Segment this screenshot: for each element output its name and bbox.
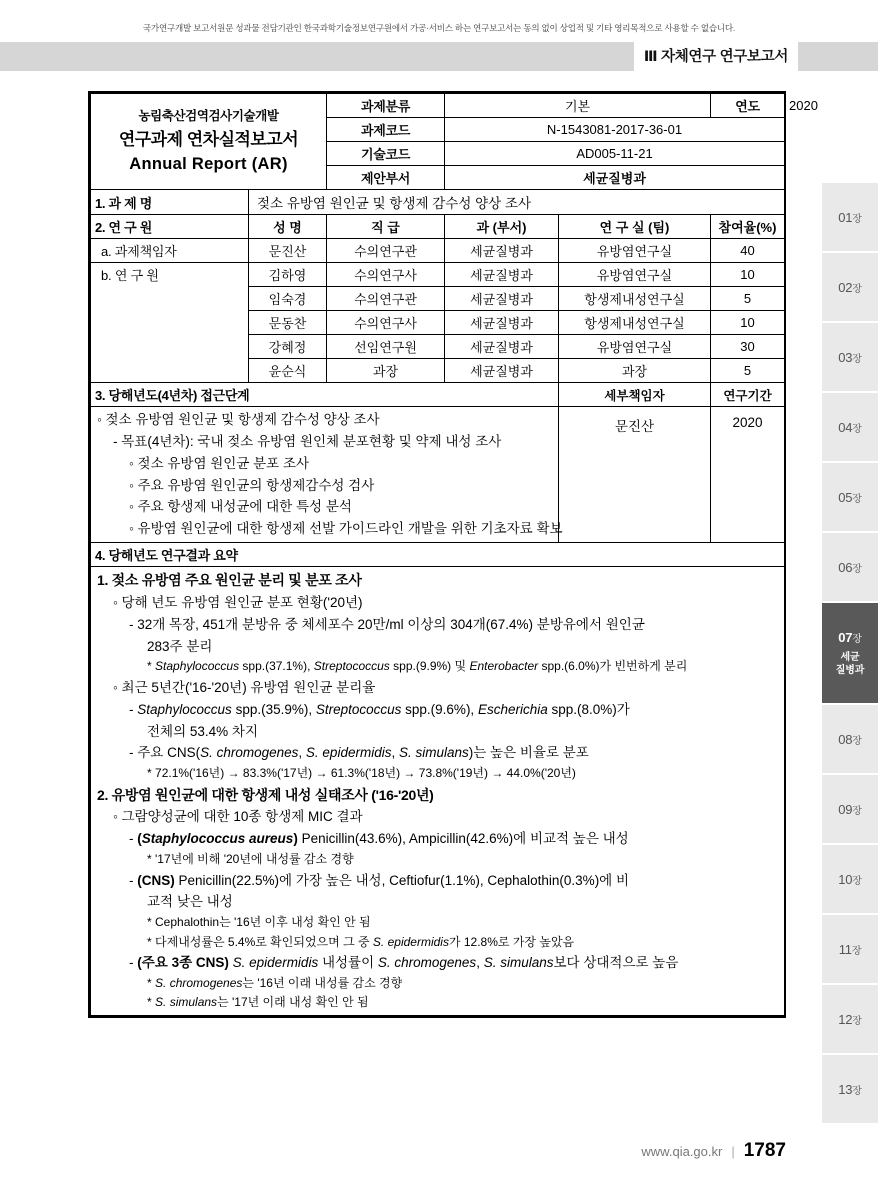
researcher-name: 강혜정 [249, 335, 327, 359]
chapter-tab-number: 04장 [838, 419, 862, 435]
chapter-tab-09[interactable] [822, 775, 878, 843]
chapter-tab-02[interactable] [822, 253, 878, 321]
footer-separator: | [731, 1144, 735, 1159]
researcher-lab: 유방염연구실 [559, 335, 711, 359]
chapter-tab-number: 05장 [838, 489, 862, 505]
researcher-name: 문진산 [249, 239, 327, 263]
researcher-lab: 유방염연구실 [559, 239, 711, 263]
content-line: - 32개 목장, 451개 분방유 중 체세포수 20만/ml 이상의 304개(67.4%) 분방유에서 원인균 [129, 616, 645, 632]
report-title-cell [91, 94, 327, 190]
copyright-notice: 국가연구개발 보고서원문 성과물 전담기관인 한국과학기술정보연구원에서 가공·서비스 하는 연구보고서는 동의 없이 상업적 및 기타 영리목적으로 사용할 수 없습니다. [142, 23, 736, 33]
content-line: - Staphylococcus spp.(35.9%), Streptococcus spp.(9.6%), Escherichia spp.(8.0%)가 [129, 701, 630, 717]
member-label: b. 연 구 원 [91, 263, 249, 383]
footer-page-number: 1787 [743, 1140, 786, 1161]
approach-period-value: 2020 [711, 407, 785, 543]
list-marker: - [129, 955, 138, 971]
content-line: * S. simulans는 '17년 이래 내성 확인 안 됨 [147, 995, 369, 1010]
results-body [91, 567, 785, 1016]
researchers-header-row [91, 215, 785, 239]
result-section-title: 2. 유방염 원인균에 대한 항생제 내성 실태조사 ('16-'20년) [97, 786, 434, 803]
list-marker: * [147, 915, 156, 930]
category-value: 기본 [445, 94, 711, 118]
list-marker: ◦ [129, 499, 138, 515]
col-rank: 직 급 [327, 215, 445, 239]
col-name: 성 명 [249, 215, 327, 239]
chapter-tab-13[interactable] [822, 1055, 878, 1123]
researcher-rate: 5 [711, 359, 785, 383]
content-line: 283주 분리 [147, 638, 213, 654]
chapter-tab-12[interactable] [822, 985, 878, 1053]
content-line: * S. chromogenes는 '16년 이래 내성률 감소 경향 [147, 976, 403, 990]
researcher-row [91, 263, 785, 287]
project-name-label: 1. 과 제 명 [91, 190, 249, 215]
chapter-tab-05[interactable] [822, 463, 878, 531]
chapter-tab-01[interactable] [822, 183, 878, 251]
chapter-tab-number: 10장 [838, 871, 862, 887]
results-heading: 4. 당해년도 연구결과 요약 [91, 543, 785, 567]
dept-label: 제안부서 [327, 166, 445, 190]
program-name: 농림축산검역검사기술개발 [138, 108, 279, 123]
content-line: ◦ 당해 년도 유방염 원인균 분포 현황('20년) [113, 594, 363, 610]
researcher-rate: 5 [711, 287, 785, 311]
content-line: - (Staphylococcus aureus) Penicillin(43.6%), Ampicillin(42.6%)에 비교적 높은 내성 [129, 831, 629, 847]
approach-heading: 3. 당해년도(4년차) 접근단계 [91, 383, 559, 407]
approach-col-period: 연구기간 [711, 383, 785, 407]
chapter-tab-03[interactable] [822, 323, 878, 391]
approach-header-row [91, 383, 785, 407]
content-line: - 주요 CNS(S. chromogenes, S. epidermidis, S. simulans)는 높은 비율로 분포 [129, 745, 589, 761]
chapter-tab-number: 09장 [838, 801, 862, 817]
list-marker: - [129, 701, 138, 717]
content-line: ◦ 유방염 원인균에 대한 항생제 선발 가이드라인 개발을 위한 기초자료 확보 [129, 521, 563, 537]
list-marker: ◦ [129, 521, 138, 537]
researcher-rows [91, 239, 785, 383]
list-marker: * [147, 934, 156, 949]
pi-label: a. 과제책임자 [91, 239, 249, 263]
list-marker: * [147, 852, 156, 867]
report-table [90, 93, 818, 1016]
researcher-rank: 수의연구사 [327, 263, 445, 287]
tech-code-value: AD005-11-21 [445, 142, 785, 166]
content-line: * '17년에 비해 '20년에 내성률 감소 경향 [147, 852, 354, 867]
researcher-dept: 세균질병과 [445, 263, 559, 287]
chapter-tab-number: 13장 [838, 1081, 862, 1097]
researcher-rank: 수의연구관 [327, 239, 445, 263]
researcher-rate: 10 [711, 263, 785, 287]
chapter-tab-10[interactable] [822, 845, 878, 913]
title-meta-row-1: 농림축산검역검사기술개발 연구과제 연차실적보고서 Annual Report (AR) 과제분류 기본 연도 2020 [91, 94, 785, 118]
researcher-rate: 40 [711, 239, 785, 263]
content-line: * Staphylococcus spp.(37.1%), Streptococcus spp.(9.9%) 및 Enterobacter spp.(6.0%)가 빈번하게 분리 [147, 659, 688, 674]
researcher-dept: 세균질병과 [445, 239, 559, 263]
list-marker: - [129, 872, 138, 888]
chapter-tab-number: 02장 [838, 279, 862, 295]
approach-col-manager: 세부책임자 [559, 383, 711, 407]
researcher-dept: 세균질병과 [445, 335, 559, 359]
project-name-value: 젖소 유방염 원인균 및 항생제 감수성 양상 조사 [249, 190, 785, 215]
list-marker: ◦ [113, 594, 122, 610]
content-line: * 72.1%('16년) → 83.3%('17년) → 61.3%('18년) → 73.8%('19년) → 44.0%('20년) [147, 766, 576, 781]
list-marker: * [147, 995, 156, 1010]
researcher-name: 임숙경 [249, 287, 327, 311]
content-line: ◦ 젖소 유방염 원인균 분포 조사 [129, 455, 310, 471]
researcher-name: 윤순식 [249, 359, 327, 383]
section-header-title: Ⅲ 자체연구 연구보고서 [643, 49, 789, 65]
result-section-title: 1. 젖소 유방염 주요 원인균 분리 및 분포 조사 [97, 572, 362, 589]
content-line: * 다제내성률은 5.4%로 확인되었으며 그 중 S. epidermidis가 12.8%로 가장 높았음 [147, 934, 575, 949]
chapter-tab-08[interactable] [822, 705, 878, 773]
content-line: * Cephalothin는 '16년 이후 내성 확인 안 됨 [147, 915, 371, 930]
content-line: - 목표(4년차): 국내 젖소 유방염 원인체 분포현황 및 약제 내성 조사 [113, 433, 502, 449]
results-body-row [91, 567, 785, 1016]
researcher-rank: 수의연구관 [327, 287, 445, 311]
content-line: - (CNS) Penicillin(22.5%)에 가장 높은 내성, Ceftiofur(1.1%), Cephalothin(0.3%)에 비 [129, 872, 630, 888]
report-name-kr: 연구과제 연차실적보고서 [118, 130, 299, 150]
chapter-tab-list [822, 183, 878, 1125]
results-header-row [91, 543, 785, 567]
col-lab: 연 구 실 (팀) [559, 215, 711, 239]
researcher-dept: 세균질병과 [445, 359, 559, 383]
col-dept: 과 (부서) [445, 215, 559, 239]
project-name-row [91, 190, 785, 215]
researcher-name: 문동찬 [249, 311, 327, 335]
researcher-lab: 유방염연구실 [559, 263, 711, 287]
list-marker: - [129, 616, 138, 632]
chapter-tab-number: 12장 [838, 1011, 862, 1027]
chapter-tab-06[interactable] [822, 533, 878, 601]
chapter-tab-number: 01장 [838, 209, 862, 225]
content-line: 전체의 53.4% 차지 [147, 723, 258, 739]
list-marker: * [147, 659, 156, 674]
year-label: 연도 [711, 94, 785, 118]
list-marker: ◦ [113, 679, 122, 695]
content-line: - (주요 3종 CNS) S. epidermidis 내성률이 S. chromogenes, S. simulans보다 상대적으로 높음 [129, 955, 679, 971]
project-code-label: 과제코드 [327, 118, 445, 142]
page-footer [641, 1140, 786, 1162]
chapter-tab-number: 08장 [838, 731, 862, 747]
chapter-tab-11[interactable] [822, 915, 878, 983]
content-line: 교적 낮은 내성 [147, 894, 233, 910]
researcher-dept: 세균질병과 [445, 287, 559, 311]
chapter-tab-number: 11장 [838, 941, 862, 957]
researcher-dept: 세균질병과 [445, 311, 559, 335]
chapter-tab-sublabel: 세균 질병과 [835, 651, 865, 676]
report-document [88, 91, 818, 1018]
chapter-tab-number: 07장 [838, 629, 862, 645]
list-marker: - [129, 745, 138, 761]
footer-site: www.qia.go.kr [641, 1144, 723, 1159]
researchers-label: 2. 연 구 원 [91, 215, 249, 239]
content-line: ◦ 주요 항생제 내성균에 대한 특성 분석 [129, 499, 352, 515]
researcher-rank: 선임연구원 [327, 335, 445, 359]
researcher-rank: 수의연구사 [327, 311, 445, 335]
tech-code-label: 기술코드 [327, 142, 445, 166]
list-marker: ◦ [113, 809, 122, 825]
list-marker: * [147, 976, 156, 990]
chapter-tab-07[interactable] [822, 603, 878, 703]
researcher-name: 김하영 [249, 263, 327, 287]
approach-manager-value: 문진산 [559, 407, 711, 543]
researcher-lab: 항생제내성연구실 [559, 287, 711, 311]
list-marker: ◦ [97, 412, 106, 427]
list-marker: - [113, 433, 122, 449]
researcher-rate: 30 [711, 335, 785, 359]
content-line: ◦ 그람양성균에 대한 10종 항생제 MIC 결과 [113, 809, 363, 825]
approach-body-row [91, 407, 785, 543]
researcher-lab: 항생제내성연구실 [559, 311, 711, 335]
list-marker: ◦ [129, 455, 138, 471]
chapter-tab-04[interactable] [822, 393, 878, 461]
content-line: ◦ 최근 5년간('16-'20년) 유방염 원인균 분리율 [113, 679, 376, 695]
report-name-en: Annual Report (AR) [129, 154, 288, 173]
project-code-value: N-1543081-2017-36-01 [445, 118, 785, 142]
chapter-tab-number: 06장 [838, 559, 862, 575]
list-marker: ◦ [129, 477, 138, 493]
content-line: ◦ 젖소 유방염 원인균 및 항생제 감수성 양상 조사 [97, 412, 380, 427]
researcher-rate: 10 [711, 311, 785, 335]
col-rate: 참여율(%) [711, 215, 785, 239]
chapter-tab-number: 03장 [838, 349, 862, 365]
researcher-row [91, 239, 785, 263]
dept-value: 세균질병과 [445, 166, 785, 190]
list-marker: - [129, 831, 138, 847]
content-line: ◦ 주요 유방염 원인균의 항생제감수성 검사 [129, 477, 375, 493]
researcher-lab: 과장 [559, 359, 711, 383]
approach-body [91, 407, 563, 543]
category-label: 과제분류 [327, 94, 445, 118]
researcher-rank: 과장 [327, 359, 445, 383]
list-marker: * [147, 766, 156, 781]
